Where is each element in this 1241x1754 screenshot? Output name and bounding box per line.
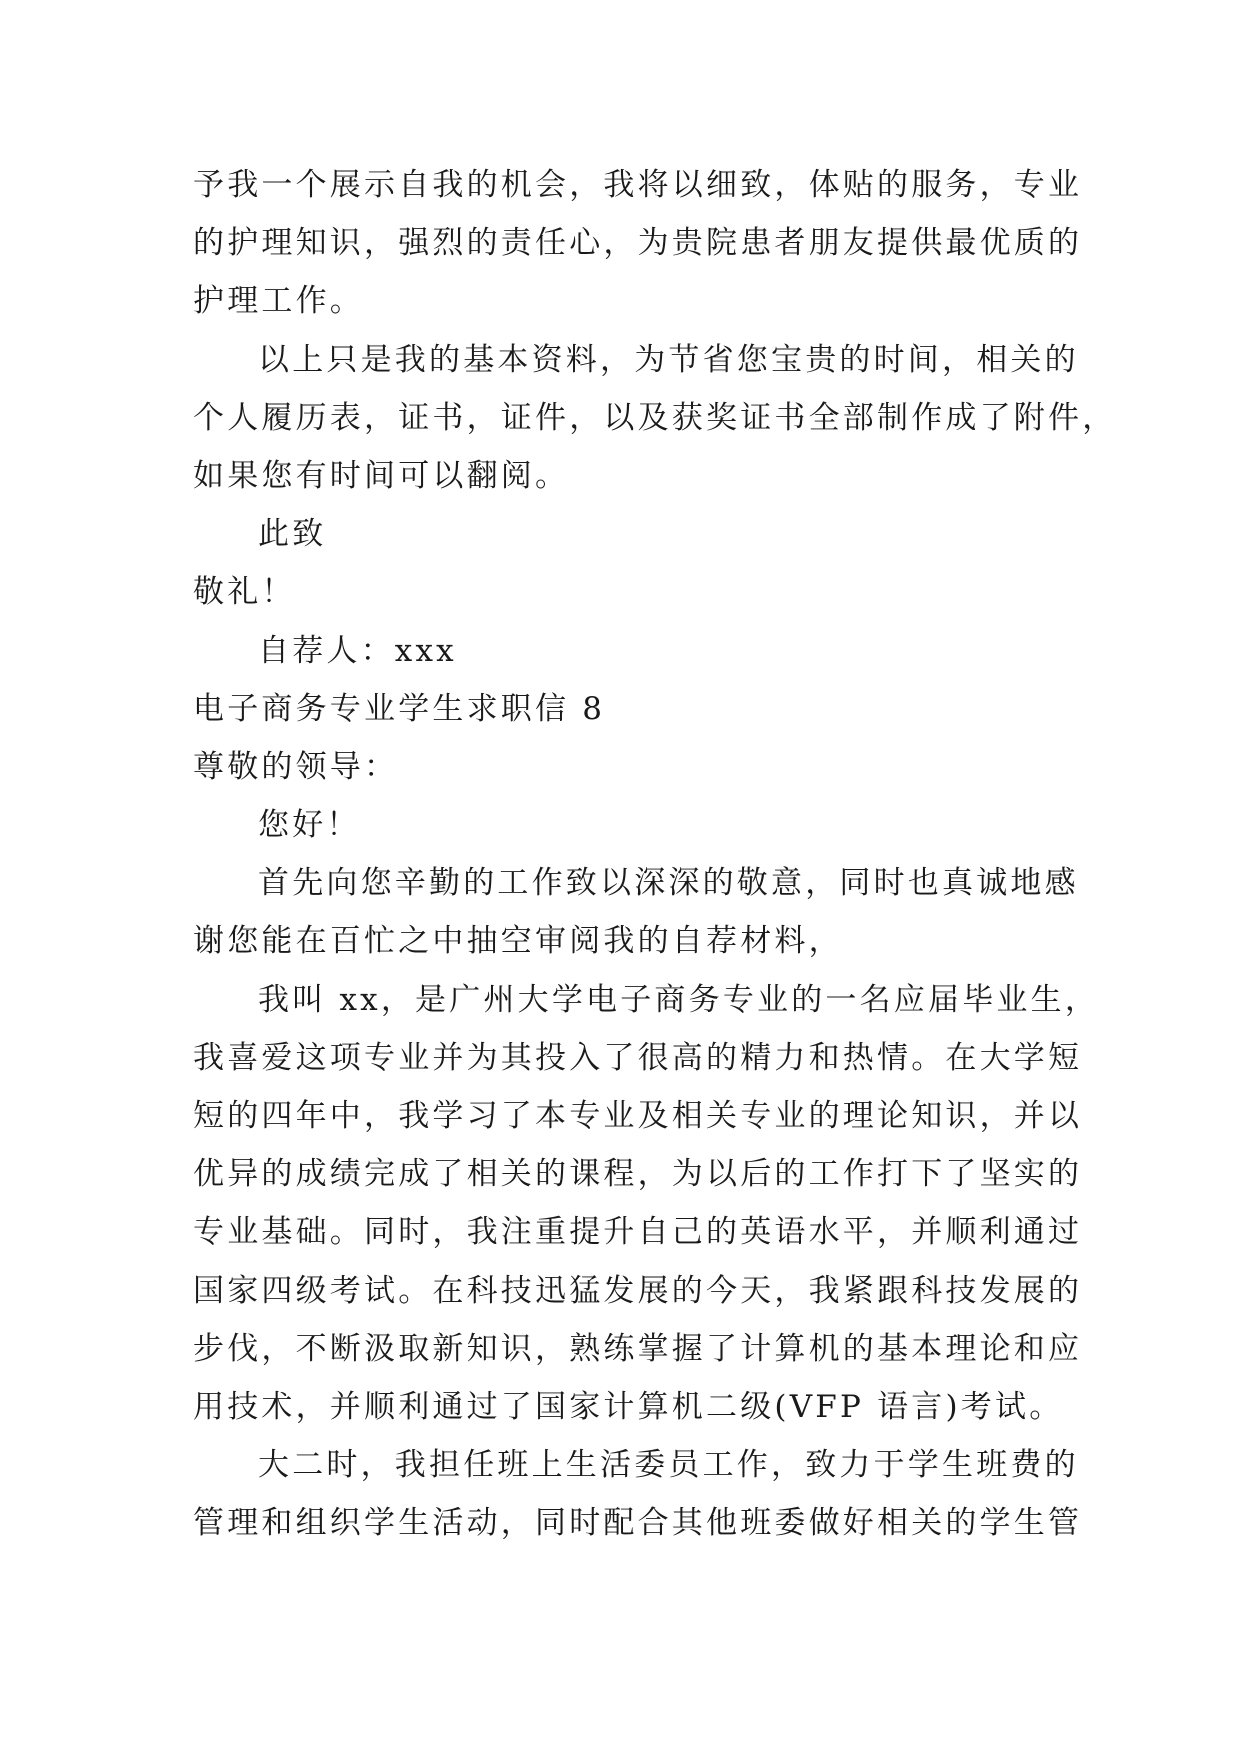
text-line: 您好！ [258, 807, 361, 844]
text-line: 尊敬的领导： [193, 748, 399, 785]
text-line: 我喜爱这项专业并为其投入了很高的精力和热情。在大学短 [193, 1039, 1083, 1076]
text-line: 步伐，不断汲取新知识，熟练掌握了计算机的基本理论和应 [193, 1330, 1083, 1367]
text-line: 如果您有时间可以翻阅。 [193, 457, 570, 494]
text-line: 专业基础。同时，我注重提升自己的英语水平，并顺利通过 [193, 1214, 1083, 1251]
text-line: 敬礼！ [193, 574, 296, 611]
text-line: 管理和组织学生活动，同时配合其他班委做好相关的学生管 [193, 1505, 1083, 1542]
text-line: 大二时，我担任班上生活委员工作，致力于学生班费的 [258, 1447, 1079, 1484]
text-line: 优异的成绩完成了相关的课程，为以后的工作打下了坚实的 [193, 1156, 1083, 1193]
text-line: 自荐人：xxx [258, 632, 457, 669]
text-line: 的护理知识，强烈的责任心，为贵院患者朋友提供最优质的 [193, 225, 1083, 262]
text-line: 用技术，并顺利通过了国家计算机二级(VFP 语言)考试。 [193, 1388, 1064, 1425]
text-line: 电子商务专业学生求职信 8 [193, 690, 606, 727]
text-line: 个人履历表，证书，证件，以及获奖证书全部制作成了附件， [193, 399, 1117, 436]
text-line: 护理工作。 [193, 283, 364, 320]
text-line: 国家四级考试。在科技迅猛发展的今天，我紧跟科技发展的 [193, 1272, 1083, 1309]
text-line: 谢您能在百忙之中抽空审阅我的自荐材料， [193, 923, 843, 960]
text-line: 我叫 xx，是广州大学电子商务专业的一名应届毕业生， [258, 981, 1100, 1018]
text-line: 予我一个展示自我的机会，我将以细致，体贴的服务，专业 [193, 167, 1083, 203]
text-line: 此致 [258, 516, 327, 553]
text-line: 短的四年中，我学习了本专业及相关专业的理论知识，并以 [193, 1098, 1083, 1134]
text-line: 首先向您辛勤的工作致以深深的敬意，同时也真诚地感 [258, 865, 1079, 902]
letter-body [193, 156, 1117, 1553]
text-line: 以上只是我的基本资料，为节省您宝贵的时间，相关的 [258, 341, 1079, 378]
